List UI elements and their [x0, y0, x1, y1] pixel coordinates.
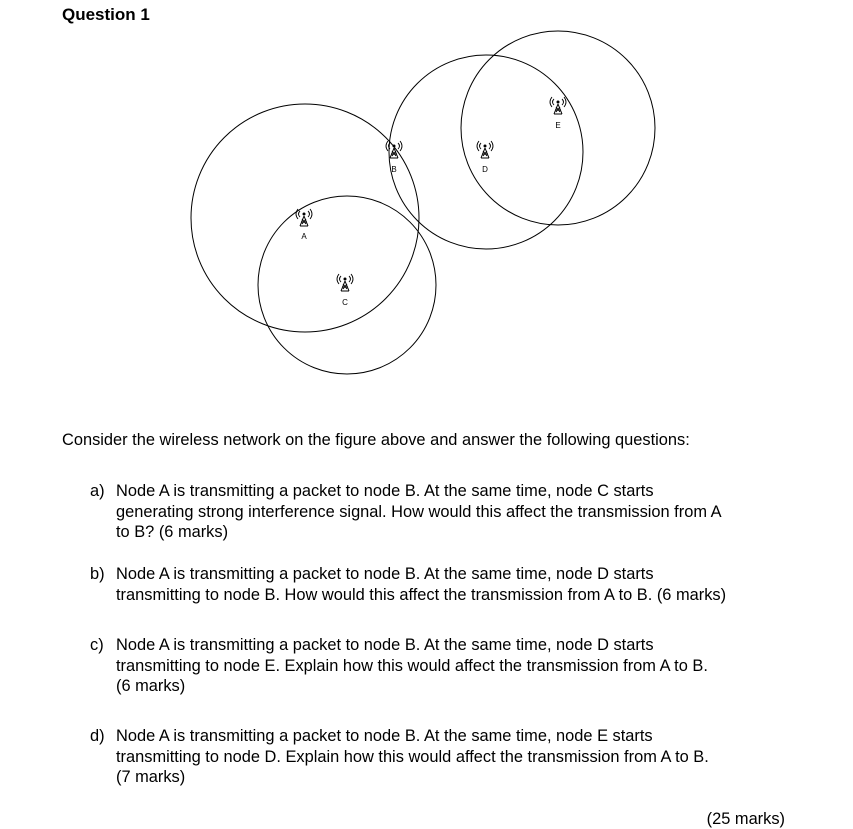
question-line: transmitting to node E. Explain how this would affect the transmission from A to B. — [116, 656, 708, 675]
question-title: Question 1 — [62, 5, 150, 24]
node-label: E — [555, 121, 561, 130]
antenna-icon — [477, 141, 493, 158]
question-text — [116, 481, 806, 543]
question-line: to B? (6 marks) — [116, 523, 229, 541]
question-text — [116, 726, 806, 788]
node-c — [337, 274, 353, 307]
question-line: transmitting to node D. Explain how this would affect the transmission from A to B. — [116, 747, 709, 766]
node-a — [296, 209, 312, 241]
node-label: B — [391, 165, 397, 174]
question-label: a) — [90, 482, 105, 500]
question-line: Node A is transmitting a packet to node B. At the same time, node D starts — [116, 636, 654, 654]
node-label: D — [482, 165, 488, 174]
node-d — [477, 141, 493, 174]
question-line: generating strong interference signal. How would this affect the transmission from A — [116, 502, 722, 521]
question-label: c) — [90, 636, 104, 654]
node-e — [550, 97, 566, 130]
question-line: transmitting to node B. How would this affect the transmission from A to B. (6 marks) — [116, 585, 727, 604]
node-label: A — [301, 232, 307, 241]
total-marks: (25 marks) — [706, 810, 785, 828]
question-label: b) — [90, 565, 105, 583]
question-line: Node A is transmitting a packet to node B. At the same time, node C starts — [116, 482, 654, 500]
antenna-icon — [386, 141, 402, 158]
question-line: (6 marks) — [116, 677, 186, 695]
intro-text: Consider the wireless network on the figure above and answer the following questions: — [62, 431, 690, 449]
question-label: d) — [90, 727, 105, 745]
antenna-icon — [337, 274, 353, 291]
node-b — [386, 141, 402, 174]
antenna-icon — [296, 209, 312, 226]
node-label: C — [342, 298, 348, 307]
question-line: Node A is transmitting a packet to node B. At the same time, node D starts — [116, 565, 654, 583]
question-line: Node A is transmitting a packet to node B. At the same time, node E starts — [116, 727, 653, 745]
antenna-icon — [550, 97, 566, 114]
question-line: (7 marks) — [116, 768, 186, 786]
question-text — [116, 564, 806, 605]
question-text — [116, 635, 806, 697]
